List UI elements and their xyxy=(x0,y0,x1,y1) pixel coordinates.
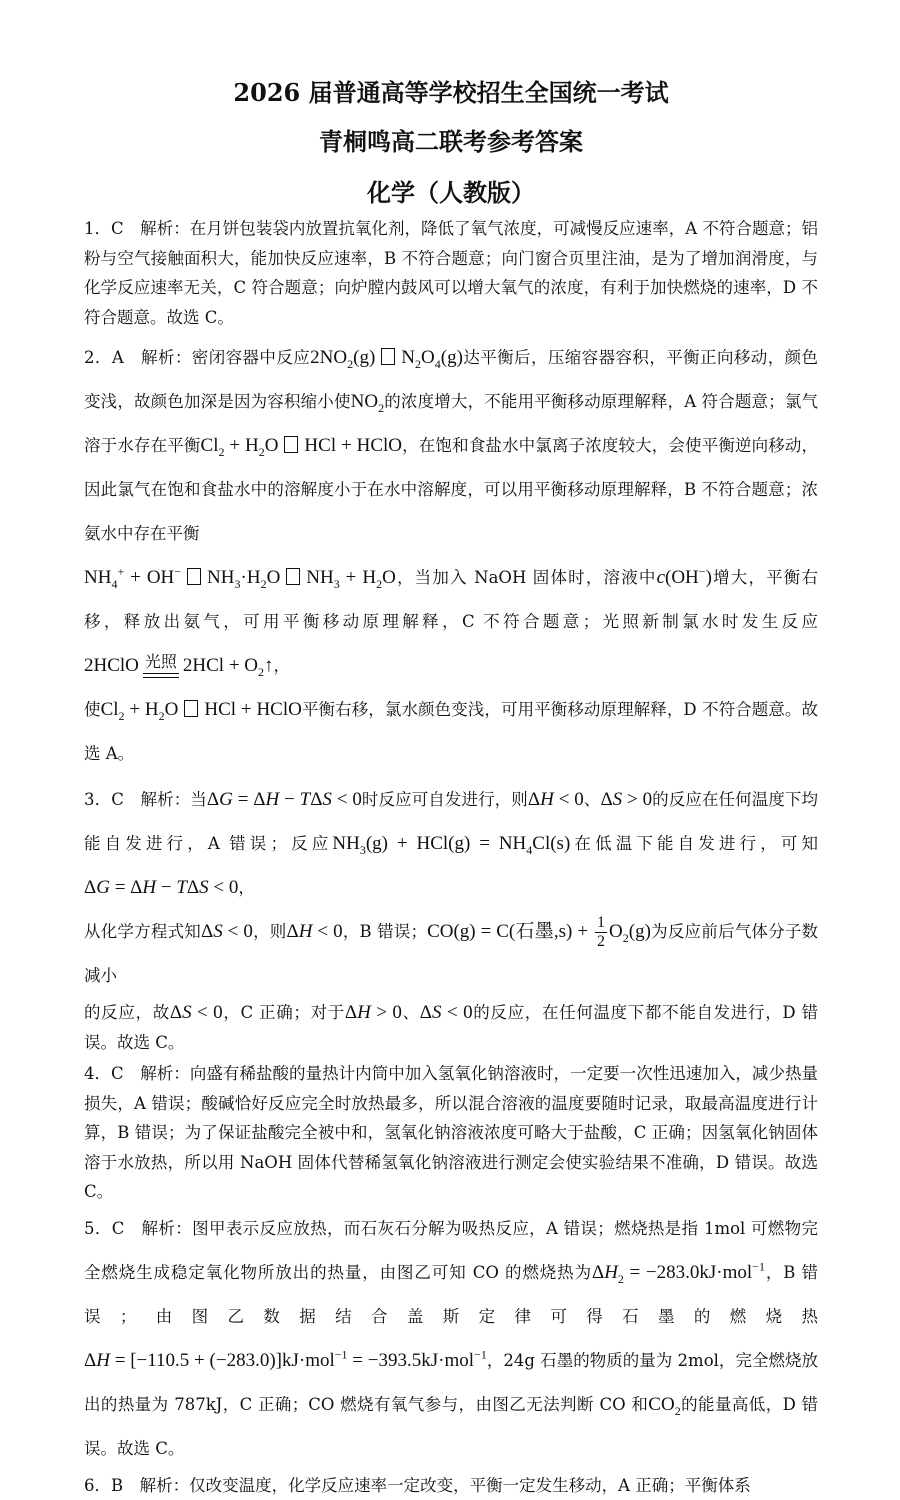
light-condition: 光照 xyxy=(143,655,179,678)
formula-ammonia-equilibrium: $NH_4^+ + OH^-$ $NH_3\cdot H_2O$ $NH_3 + H_2O$ xyxy=(84,567,396,588)
formula-hclo-decomposition: 2HClO 光照 $2HCl + O_2↑$ xyxy=(84,655,274,676)
answer-key-title: 青桐鸣高二联考参考答案 xyxy=(84,127,818,157)
reversible-arrow-icon xyxy=(284,436,298,453)
formula-chlorine-water-2: $Cl_2 + H_2O$ HCl + HClO xyxy=(101,699,302,720)
formula-gibbs: ΔG = ΔH − TΔS < 0 xyxy=(207,789,362,810)
answer-4-text: 向盛有稀盐酸的量热计内筒中加入氢氧化钠溶液时，一定要一次性迅速加入，减少热量损失，A 错误；酸碱恰好反应完全时放热最多，所以混合溶液的温度要随时记录，取最高温度进行计算，B 错误；为了保证盐酸完全被中和，氢氧化钠溶液浓度可略大于盐酸，C 正确；因氢氧化钠固体溶于水放热，所以用 NaOH 固体代替稀氢氧化钠溶液进行测定会使实验结果不准确，D 错误。故选 C。 xyxy=(84,1064,818,1201)
answer-5: 5．C 解析：图甲表示反应放热，而石灰石分解为吸热反应，A 错误；燃烧热是指 1mol 可燃物完全燃烧生成稳定氧化物所放出的热量，由图乙可知 CO 的燃烧热为$\Delta H_2 = -283.0kJ\cdot mol^{-1}$，B 错误；由图乙数据结合盖斯定律可得石墨的燃烧热ΔH = [−110.5 + (−283.0)]kJ·mol$^{-1}$ = −393.5kJ·mol$^{-1}$，24g 石墨的物质的量为 2mol，完全燃烧放出的热量为 787kJ，C 正确；CO 燃烧有氧气参与，由图乙无法判断 CO 和$CO_2$的能量高低，D 错误。故选 C。 xyxy=(84,1207,818,1471)
formula-co-graphite: CO(g) = C(石墨,s) + $\frac{1}{2}$ $O_2(g)$ xyxy=(427,921,651,942)
formula-co-combustion: $\Delta H_2 = -283.0kJ\cdot mol^{-1}$ xyxy=(592,1262,765,1283)
formula-no2-equilibrium: $2NO_2(g)$ $N_2O_4(g)$ xyxy=(310,347,463,368)
reversible-arrow-icon xyxy=(381,348,395,365)
exam-title: 2026 届普通高等学校招生全国统一考试 xyxy=(84,78,818,108)
answer-1-text: 在月饼包装袋内放置抗氧化剂，降低了氧气浓度，可减慢反应速率，A 不符合题意；铝粉与空气接触面积大，能加快反应速率，B 不符合题意；向门窗合页里注油，是为了增加润滑度，与化学反应速率无关，C 符合题意；向炉膛内鼓风可以增大氧气的浓度，有利于加快燃烧的速率，D 不符合题意。故选 C。 xyxy=(84,219,818,327)
answer-4-head: 4．C 解析： xyxy=(84,1064,190,1083)
subject-title: 化学（人教版） xyxy=(84,178,818,208)
answer-3-head: 3．C 解析： xyxy=(84,790,190,809)
answer-2-head: 2．A 解析： xyxy=(84,348,192,367)
formula-chlorine-water: $Cl_2 + H_2O$ HCl + HClO xyxy=(201,435,402,456)
formula-co2: $CO_2$ xyxy=(648,1394,680,1415)
answer-6-head: 6．B 解析： xyxy=(84,1476,189,1495)
reversible-arrow-icon xyxy=(184,700,198,717)
answer-6-text: 仅改变温度，化学反应速率一定改变，平衡一定发生移动，A 正确；平衡体系 xyxy=(189,1476,751,1495)
answer-3-cont: 的反应，故ΔS < 0，C 正确；对于ΔH > 0、ΔS < 0的反应，在任何温度下都不能自发进行，D 错误。故选 C。 xyxy=(84,998,818,1057)
answer-1-head: 1．C 解析： xyxy=(84,219,190,238)
formula-graphite-combustion: ΔH = [−110.5 + (−283.0)]kJ·mol$^{-1}$ = −393.5kJ·mol$^{-1}$ xyxy=(84,1350,487,1371)
formula-no2: $NO_2$ xyxy=(351,391,384,412)
formula-nh4cl: $NH_3(g) + HCl(g) = NH_4Cl(s)$ xyxy=(332,833,570,854)
answer-1 xyxy=(84,214,818,332)
reversible-arrow-icon xyxy=(187,568,201,585)
answer-5-head: 5．C 解析： xyxy=(84,1219,192,1238)
answer-2: 2．A 解析：密闭容器中反应$2NO_2(g)$ $N_2O_4(g)$达平衡后，压缩容器容积，平衡正向移动，颜色变浅，故颜色加深是因为容积缩小使$NO_2$的浓度增大，不能用平衡移动原理解释，A 符合题意；氯气溶于水存在平衡$Cl_2 + H_2O$ HCl + HClO，在饱和食盐水中氯离子浓度较大，会使平衡逆向移动，因此氯气在饱和食盐水中的溶解度小于在水中溶解度，可以用平衡移动原理解释，B 不符合题意；浓氨水中存在平衡 $NH_4^+ + OH^-$ $NH_3\cdot H_2O$ $NH_3 + H_2O$，当加入 NaOH 固体时，溶液中c(OH−)增大，平衡右移，释放出氨气，可用平衡移动原理解释，C 不符合题意；光照新制氯水时发生反应2HClO 光照 $2HCl + O_2↑$， 使$Cl_2 + H_2O$ HCl + HClO平衡右移，氯水颜色变浅，可用平衡移动原理解释，D 不符合题意。故选 A。 xyxy=(84,336,818,776)
answer-4 xyxy=(84,1059,818,1207)
formula-c-oh: c(OH−) xyxy=(657,567,712,588)
answer-3: 3．C 解析：当ΔG = ΔH − TΔS < 0时反应可自发进行，则ΔH < 0、ΔS > 0的反应在任何温度下均能自发进行，A 错误；反应$NH_3(g) + HCl(g) = NH_4Cl(s)$在低温下能自发进行，可知ΔG = ΔH − TΔS < 0， 从化学方程式知ΔS < 0，则ΔH < 0，B 错误；CO(g) = C(石墨,s) + $\frac{1}{2}$ $O_2(g)$为反应前后气体分子数减小 xyxy=(84,778,818,998)
answer-6 xyxy=(84,1471,818,1500)
reversible-arrow-icon xyxy=(286,568,300,585)
fraction-one-half: $\frac{1}{2}$ xyxy=(595,915,607,950)
